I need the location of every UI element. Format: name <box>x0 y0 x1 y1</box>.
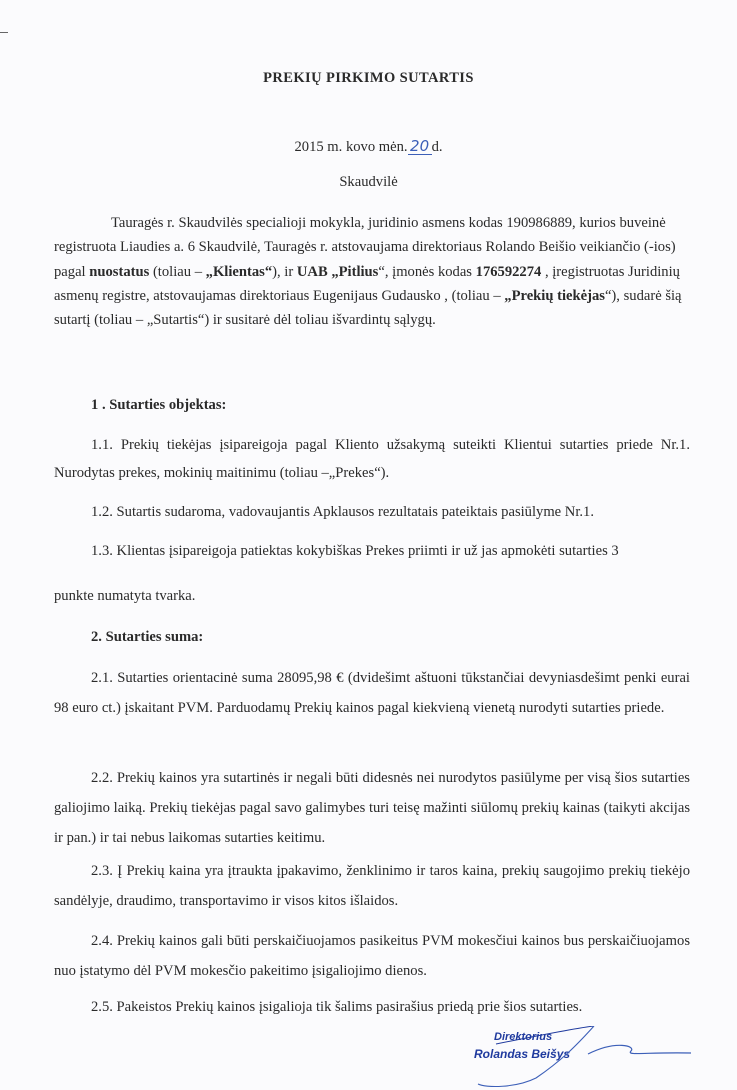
stamp-name: Rolandas Beišys <box>474 1047 571 1061</box>
handwritten-day: 20 <box>408 139 432 155</box>
intro-bold-supplier: „Prekių tiekėjas <box>504 287 605 304</box>
date-suffix: d. <box>431 139 443 155</box>
intro-text-6: “), sudarė šią sutartį (toliau – „Sutartis“) ir susitarė dėl toliau išvardintų sąlygų. <box>54 287 682 329</box>
clause-1-3: 1.3. Klientas įsipareigoja patiektas kokybiškas Prekes priimti ir už jas apmokėti sutarties 3 <box>91 543 619 559</box>
document-title: PREKIŲ PIRKIMO SUTARTIS <box>263 70 474 86</box>
intro-text-2: (toliau – <box>149 263 206 280</box>
intro-text-1: Tauragės r. Skaudvilės specialioji mokykla, juridinio asmens kodas 190986889, kurios buveinė registruota Liaudies a. 6 Skaudvilė, Tauragės r. atstovaujama direktoriaus Rolando Beišio veikiančio (-ios) pagal <box>54 215 676 280</box>
intro-bold-client: „Klientas“ <box>205 263 273 280</box>
clause-1-3-continued: punkte numatyta tvarka. <box>54 588 196 604</box>
date-prefix: 2015 m. kovo mėn. <box>294 139 408 155</box>
stamp-title: Direktorius <box>494 1031 553 1043</box>
intro-bold-supplier-name: UAB „Pitlius <box>296 263 379 280</box>
intro-text-4: “, įmonės kodas <box>378 263 476 280</box>
intro-bold-statute: nuostatus <box>89 263 150 280</box>
intro-text-3: ), ir <box>272 263 297 280</box>
signature-flourish <box>588 1045 691 1054</box>
section-1-heading: 1 . Sutarties objektas: <box>91 397 227 413</box>
clause-2-1: 2.1. Sutarties orientacinė suma 28095,98 € (dvidešimt aštuoni tūkstančiai devyniasdešimt penki eurai 98 euro ct.) įskaitant PVM. Parduodamų Prekių kainos pagal kiekvieną vienetą nurodyti sutarties priede. <box>54 670 690 716</box>
clause-2-5: 2.5. Pakeistos Prekių kainos įsigalioja tik šalims pasirašius priedą prie šios sutarties. <box>91 999 583 1015</box>
intro-paragraph <box>54 211 690 332</box>
intro-bold-company-code: 176592274 <box>475 263 542 280</box>
clause-2-3: 2.3. Į Prekių kaina yra įtraukta įpakavimo, ženklinimo ir taros kaina, prekių saugojimo prekių tiekėjo sandėlyje, draudimo, transportavimo ir visos kitos išlaidos. <box>54 863 690 909</box>
contract-date <box>0 136 737 159</box>
clause-1-2: 1.2. Sutartis sudaroma, vadovaujantis Apklausos rezultatais pateiktais pasiūlyme Nr.1. <box>91 504 594 520</box>
director-signature <box>466 1026 726 1090</box>
section-2-heading: 2. Sutarties suma: <box>91 629 204 645</box>
scan-corner-mark <box>0 32 8 33</box>
clause-2-4: 2.4. Prekių kainos gali būti perskaičiuojamos pasikeitus PVM mokesčiui kainos bus perskaičiuojamos nuo įstatymo dėl PVM mokesčio pakeitimo įsigaliojimo dienos. <box>54 933 690 979</box>
clause-1-1: 1.1. Prekių tiekėjas įsipareigoja pagal Kliento užsakymą suteikti Klientui sutarties priede Nr.1. Nurodytas prekes, mokinių maitinimu (toliau –„Prekes“). <box>54 437 690 481</box>
intro-text-5: , įregistruotas Juridinių asmenų registre, atstovaujamas direktoriaus Eugenijaus Gudausko , (toliau – <box>54 263 680 304</box>
contract-place: Skaudvilė <box>339 174 398 190</box>
clause-2-2: 2.2. Prekių kainos yra sutartinės ir negali būti didesnės nei nurodytos pasiūlyme per visą šios sutarties galiojimo laiką. Prekių tiekėjas pagal savo galimybes turi teisę mažinti siūlomų prekių kainas (taikyti akcijas ir pan.) ir tai nebus laikomas sutarties keitimu. <box>54 770 690 846</box>
